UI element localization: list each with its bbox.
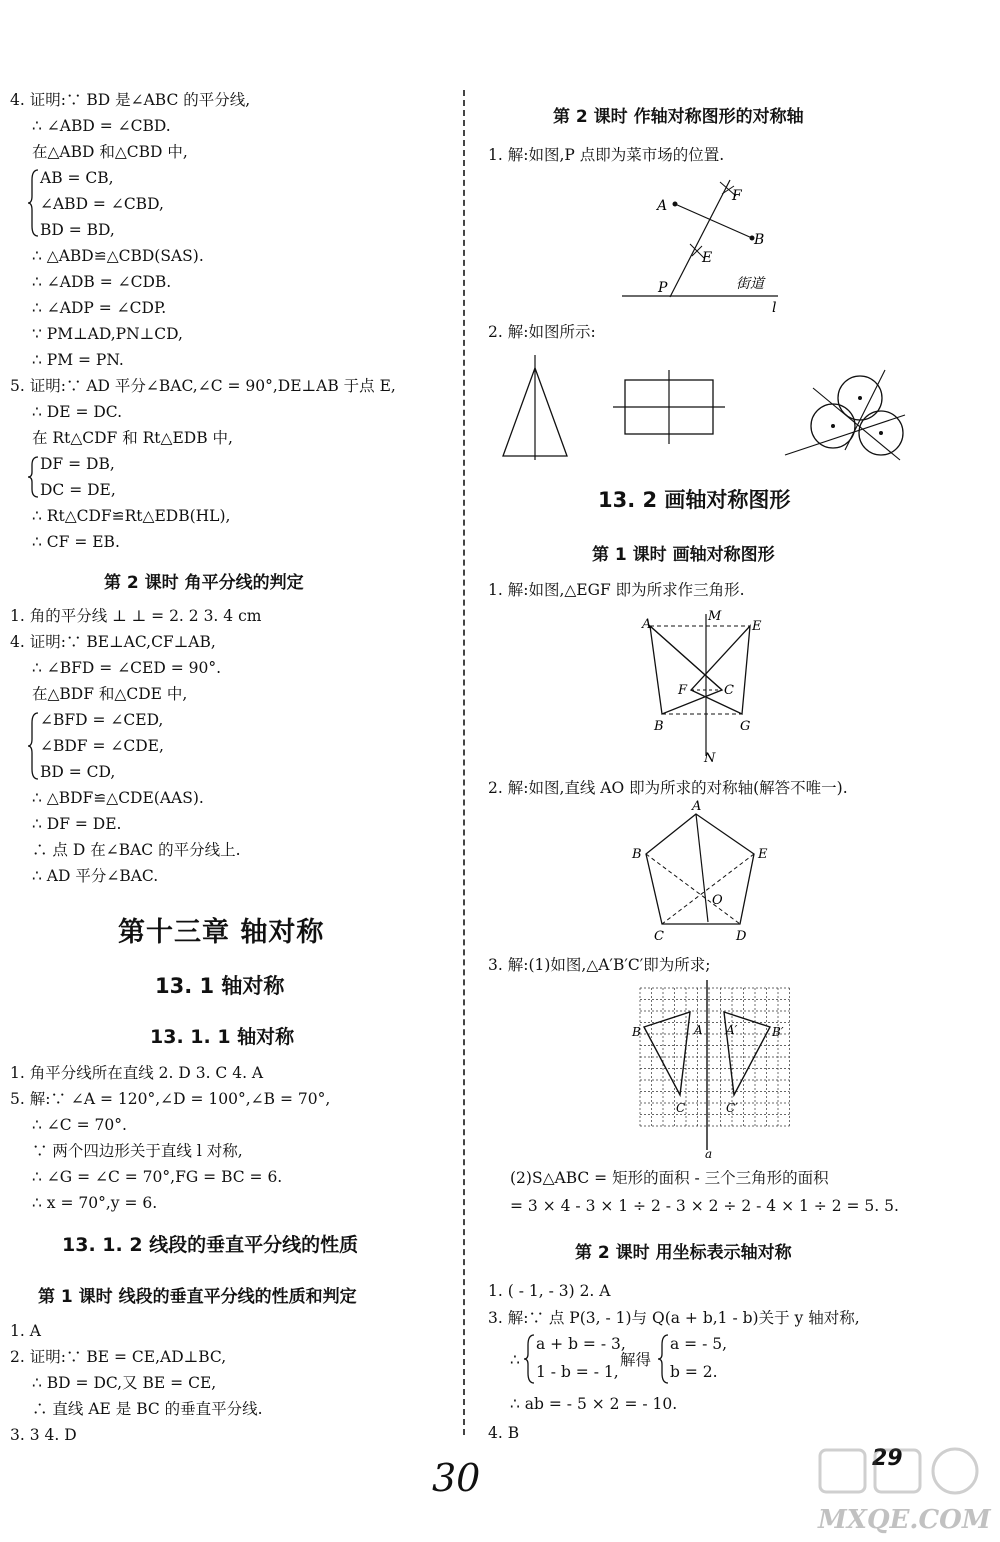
proof-line: BD = BD, bbox=[40, 221, 115, 239]
label-a: A bbox=[694, 1023, 703, 1037]
solution-line: 5. 解:∵ ∠A = 120°,∠D = 100°,∠B = 70°, bbox=[10, 1090, 331, 1108]
figure-triangle-reflection bbox=[636, 606, 776, 766]
label-f: F bbox=[678, 683, 688, 698]
proof-line: ∴ DF = DE. bbox=[32, 815, 122, 833]
solution-line: ∴ ab = - 5 × 2 = - 10. bbox=[510, 1395, 678, 1413]
solution-line: 2. 解:如图所示: bbox=[488, 323, 596, 341]
proof-line: ∴ Rt△CDF≌Rt△EDB(HL), bbox=[32, 507, 231, 525]
label-m: M bbox=[708, 609, 722, 624]
proof-line: ∴ 点 D 在∠BAC 的平分线上. bbox=[32, 841, 241, 859]
label-d: D bbox=[736, 929, 747, 944]
answer-line: 1. ( - 1, - 3) 2. A bbox=[488, 1282, 611, 1300]
proof-line: ∠ABD = ∠CBD, bbox=[40, 195, 164, 213]
answer-line: 3. 3 4. D bbox=[10, 1426, 77, 1444]
proof-line: BD = CD, bbox=[40, 763, 116, 781]
label-e: E bbox=[752, 619, 762, 634]
label-b: B bbox=[632, 847, 642, 862]
brace-icon bbox=[28, 455, 40, 499]
proof-line: 4. 证明:∵ BD 是∠ABC 的平分线, bbox=[10, 91, 251, 109]
proof-line: DC = DE, bbox=[40, 481, 116, 499]
proof-line: ∠BFD = ∠CED, bbox=[40, 711, 164, 729]
solution-line: ∴ ∠G = ∠C = 70°,FG = BC = 6. bbox=[32, 1168, 283, 1186]
label-p: P bbox=[658, 280, 668, 296]
solution-line: ∴ ∠C = 70°. bbox=[32, 1116, 127, 1134]
label-c: C bbox=[676, 1101, 686, 1115]
solution-line: 3. 解:∵ 点 P(3, - 1)与 Q(a + b,1 - b)关于 y 轴对称, bbox=[488, 1309, 860, 1327]
solution-line: (2)S△ABC = 矩形的面积 - 三个三角形的面积 bbox=[510, 1169, 829, 1187]
proof-line: ∴ △ABD≌△CBD(SAS). bbox=[32, 247, 204, 265]
equation-line: a = - 5, bbox=[670, 1335, 728, 1353]
figure-pentagon bbox=[628, 800, 778, 945]
equation-line: 1 - b = - 1, bbox=[536, 1363, 619, 1381]
solution-line: = 3 × 4 - 3 × 1 ÷ 2 - 3 × 2 ÷ 2 - 4 × 1 ÷ 2 = 5. 5. bbox=[510, 1197, 899, 1215]
proof-line: 在 Rt△CDF 和 Rt△EDB 中, bbox=[32, 429, 233, 447]
proof-line: 5. 证明:∵ AD 平分∠BAC,∠C = 90°,DE⊥AB 于点 E, bbox=[10, 377, 396, 395]
label-c: C bbox=[654, 929, 664, 944]
label-e: E bbox=[758, 847, 768, 862]
equation-line: b = 2. bbox=[670, 1363, 718, 1381]
proof-line: ∴ ∠ADB = ∠CDB. bbox=[32, 273, 172, 291]
proof-line: 在△ABD 和△CBD 中, bbox=[32, 143, 188, 161]
figure-symmetry-axes bbox=[495, 350, 915, 470]
therefore-sign: ∴ bbox=[510, 1351, 520, 1369]
label-axis-a: a bbox=[705, 1147, 713, 1160]
label-a: A bbox=[642, 617, 652, 632]
label-e: E bbox=[702, 250, 713, 266]
label-g: G bbox=[740, 719, 751, 734]
proof-line: ∴ DE = DC. bbox=[32, 403, 123, 421]
label-o: O bbox=[712, 893, 723, 908]
proof-line: 在△BDF 和△CDE 中, bbox=[32, 685, 188, 703]
solution-line: 1. 解:如图,△EGF 即为所求作三角形. bbox=[488, 581, 745, 599]
brace-icon bbox=[658, 1333, 670, 1385]
proof-line: AB = CB, bbox=[40, 169, 114, 187]
lesson-title: 第 1 课时 画轴对称图形 bbox=[592, 545, 775, 565]
brace-icon bbox=[524, 1333, 536, 1385]
proof-line: ∴ CF = EB. bbox=[32, 533, 120, 551]
lesson-title: 第 1 课时 线段的垂直平分线的性质和判定 bbox=[38, 1287, 357, 1307]
label-f: F bbox=[732, 188, 742, 204]
subsection-title: 13. 1. 2 线段的垂直平分线的性质 bbox=[62, 1234, 359, 1256]
solution-line: 1. 解:如图,P 点即为菜市场的位置. bbox=[488, 146, 725, 164]
solution-line: ∵ 两个四边形关于直线 l 对称, bbox=[32, 1142, 243, 1160]
section-title: 13. 1 轴对称 bbox=[155, 974, 285, 998]
brace-icon bbox=[28, 711, 40, 781]
label-a: A bbox=[657, 198, 668, 214]
label-l: l bbox=[772, 300, 777, 316]
proof-line: ∵ PM⊥AD,PN⊥CD, bbox=[32, 325, 183, 343]
proof-line: DF = DB, bbox=[40, 455, 115, 473]
lesson-title: 第 2 课时 角平分线的判定 bbox=[104, 573, 304, 593]
label-a-prime: A′ bbox=[726, 1023, 738, 1037]
label-a: A bbox=[692, 800, 702, 814]
figure-perpendicular-bisector bbox=[610, 172, 800, 317]
answer-line: 1. A bbox=[10, 1322, 41, 1340]
watermark-text: MXQE.COM bbox=[818, 1505, 991, 1535]
proof-line: 2. 证明:∵ BE = CE,AD⊥BC, bbox=[10, 1348, 227, 1366]
solve-word: 解得 bbox=[620, 1351, 652, 1369]
label-b: B bbox=[654, 719, 664, 734]
label-b: B bbox=[754, 232, 765, 248]
chapter-title: 第十三章 轴对称 bbox=[118, 917, 325, 948]
proof-line: ∴ ∠ABD = ∠CBD. bbox=[32, 117, 171, 135]
answer-line: 4. B bbox=[488, 1424, 520, 1442]
subsection-title: 13. 1. 1 轴对称 bbox=[150, 1026, 295, 1048]
figure-grid-reflection bbox=[630, 980, 790, 1160]
proof-line: ∴ △BDF≌△CDE(AAS). bbox=[32, 789, 204, 807]
solution-line: 2. 解:如图,直线 AO 即为所求的对称轴(解答不唯一). bbox=[488, 779, 848, 797]
proof-line: 4. 证明:∵ BE⊥AC,CF⊥AB, bbox=[10, 633, 216, 651]
lesson-title: 第 2 课时 作轴对称图形的对称轴 bbox=[553, 107, 804, 127]
label-c-prime: C′ bbox=[726, 1101, 738, 1115]
equation-line: a + b = - 3, bbox=[536, 1335, 626, 1353]
answer-line: 1. 角平分线所在直线 2. D 3. C 4. A bbox=[10, 1064, 264, 1082]
label-b: B bbox=[632, 1025, 641, 1039]
label-street: 街道 bbox=[736, 276, 764, 292]
proof-line: ∴ ∠BFD = ∠CED = 90°. bbox=[32, 659, 222, 677]
label-b-prime: B′ bbox=[772, 1025, 784, 1039]
page-number: 29 bbox=[872, 1446, 903, 1471]
label-c: C bbox=[724, 683, 734, 698]
proof-line: ∴ AD 平分∠BAC. bbox=[32, 867, 159, 885]
proof-line: ∴ 直线 AE 是 BC 的垂直平分线. bbox=[32, 1400, 263, 1418]
solution-line: ∴ x = 70°,y = 6. bbox=[32, 1194, 158, 1212]
proof-line: ∴ ∠ADP = ∠CDP. bbox=[32, 299, 167, 317]
proof-line: ∴ PM = PN. bbox=[32, 351, 124, 369]
label-n: N bbox=[704, 751, 716, 766]
section-title: 13. 2 画轴对称图形 bbox=[598, 488, 791, 512]
proof-line: ∴ BD = DC,又 BE = CE, bbox=[32, 1374, 217, 1392]
solution-line: 3. 解:(1)如图,△A′B′C′即为所求; bbox=[488, 956, 711, 974]
answer-line: 1. 角的平分线 ⊥ ⊥ = 2. 2 3. 4 cm bbox=[10, 607, 262, 625]
watermark-logo bbox=[810, 1440, 995, 1535]
column-divider bbox=[463, 90, 465, 1435]
proof-line: ∠BDF = ∠CDE, bbox=[40, 737, 164, 755]
lesson-title: 第 2 课时 用坐标表示轴对称 bbox=[575, 1243, 792, 1263]
brace-icon bbox=[28, 168, 40, 238]
handwritten-number: 30 bbox=[432, 1456, 481, 1500]
